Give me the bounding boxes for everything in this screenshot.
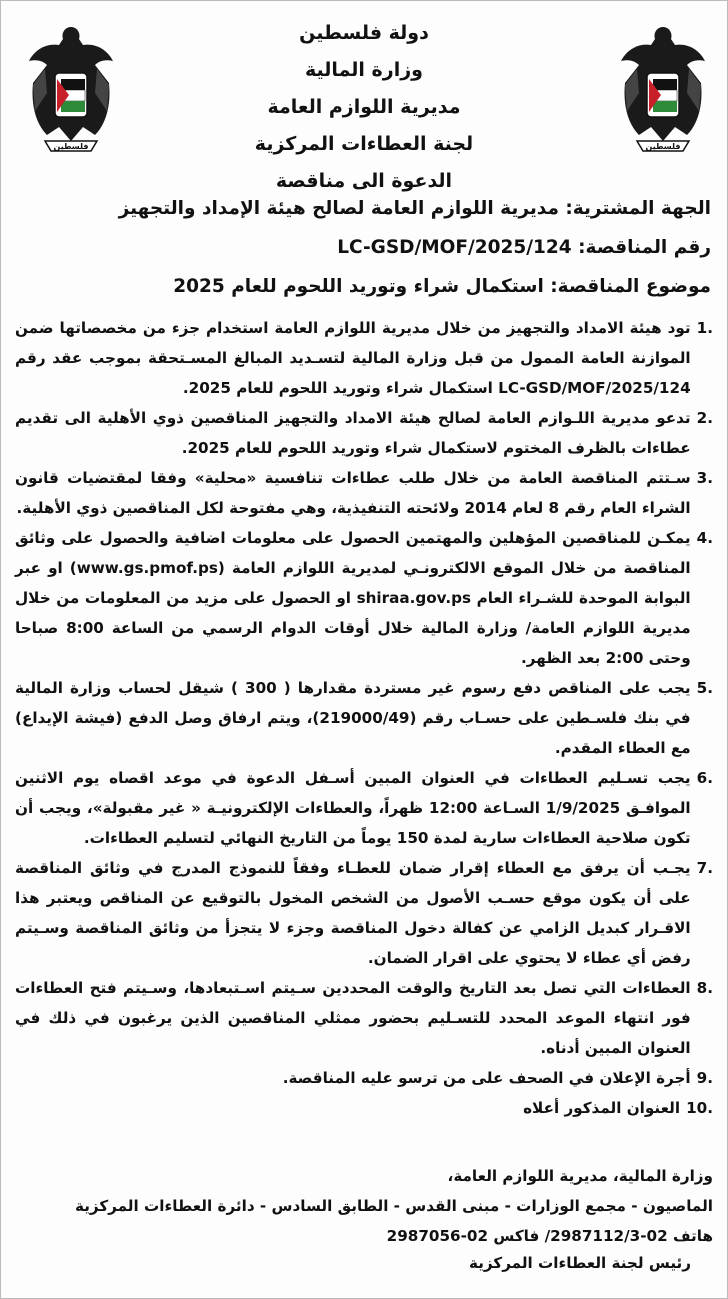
list-item — [15, 313, 713, 403]
address-line-ministry: وزارة المالية، مديرية اللوازم العامة، — [447, 1167, 713, 1185]
state-name: دولة فلسطين — [299, 22, 429, 44]
subject-line: موضوع المناقصة: استكمال شراء وتوريد اللحوم للعام 2025 — [173, 276, 711, 297]
item-number: .8 — [696, 979, 713, 997]
address-line-phone: هاتف 02-2987112/3/ فاكس 02-2987056 — [386, 1227, 713, 1245]
palestine-emblem-left — [25, 23, 117, 158]
address-block — [15, 1161, 713, 1251]
item-text: يجب تسـليم العطاءات في العنوان المبين أسـفل الدعوة في موعد اقصاه يوم الاثنين الموافـق 1/9/2025 السـاعة 12:00 ظهراً، والعطاءات الإلكترونيـة « غير مقبولة»، ويجب أن تكون صلاحية العطاءات سارية لمدة 150 يوماً من التاريخ النهائي لتسليم العطاءات. — [15, 769, 691, 847]
emblem-label: فلسطين — [53, 142, 89, 151]
address-line-location: الماصيون - مجمع الوزارات - مبنى القدس - الطابق السادس - دائرة العطاءات المركزية — [74, 1197, 713, 1215]
tender-terms-list — [15, 313, 713, 1123]
signature-line — [15, 1254, 713, 1272]
item-number: .4 — [696, 529, 713, 547]
item-text: تدعو مديرية اللـوازم العامة لصالح هيئة الامداد والتجهيز المناقصين ذوي الأهلية الى تقديم عطاءات بالظرف المختوم لاستكمال شراء وتوريد اللحوم للعام 2025. — [15, 409, 691, 457]
signature-title: رئيس لجنة العطاءات المركزية — [469, 1254, 691, 1272]
item-text: سـتتم المناقصة العامة من خلال طلب عطاءات تنافسية «محلية» وفقا لمقتضيات قانون الشراء العام رقم 8 لعام 2014 ولائحته التنفيذية، وهي مفتوحة لكل المناقصين ذوي الأهلية. — [15, 469, 691, 517]
buyer-line: الجهة المشترية: مديرية اللوازم العامة لصالح هيئة الإمداد والتجهيز — [118, 198, 711, 219]
list-item — [15, 673, 713, 763]
item-number: .1 — [696, 319, 713, 337]
committee-name: لجنة العطاءات المركزية — [254, 133, 474, 155]
list-item — [15, 523, 713, 673]
document-header — [151, 15, 577, 200]
emblem-label: فلسطين — [645, 142, 681, 151]
list-item — [15, 403, 713, 463]
item-text: تود هيئة الامداد والتجهيز من خلال مديرية اللوازم العامة استخدام جزء من مخصصاتها ضمن الموازنة العامة الممول من قبل وزارة المالية لتسـديد المبالغ المسـتحقة بموجب عقد رقم LC-GSD/MOF/2025/124 استكمال شراء وتوريد اللحوم للعام 2025. — [15, 319, 691, 397]
list-item — [15, 463, 713, 523]
item-number: .10 — [686, 1099, 713, 1117]
tender-number-line — [15, 237, 711, 258]
list-item — [15, 763, 713, 853]
document-title: الدعوة الى مناقصة — [275, 170, 453, 192]
tender-number: LC-GSD/MOF/2025/124 — [337, 237, 572, 258]
directorate-name: مديرية اللوازم العامة — [267, 96, 461, 118]
item-text: العطاءات التي تصل بعد التاريخ والوقت المحددين سـيتم اسـتبعادها، وسـيتم فتح العطاءات فور انتهاء الموعد المحدد للتسـليم بحضور ممثلي المناقصين الذين يرغبون في ذلك في العنوان المبين أدناه. — [15, 979, 691, 1057]
list-item — [15, 1063, 713, 1093]
ministry-name: وزارة المالية — [305, 59, 423, 81]
item-number: .3 — [696, 469, 713, 487]
item-text: العنوان المذكور أعلاه — [523, 1099, 681, 1117]
list-item — [15, 973, 713, 1063]
tender-number-label: رقم المناقصة: — [578, 237, 711, 258]
palestine-emblem-right — [617, 23, 709, 158]
item-text: يمكـن للمناقصين المؤهلين والمهتمين الحصول على معلومات اضافية والحصول على وثائق المناقصة من خلال الموقع الالكترونـي لمديرية اللوازم العامة (www.gs.pmof.ps) او عبر البوابة الموحدة للشـراء العام shiraa.gov.ps او الحصول على مزيد من المعلومات من خلال مديرية اللوازم العامة/ وزارة المالية خلال أوقات الدوام الرسمي من الساعة 8:00 صباحا وحتى 2:00 بعد الظهر. — [15, 529, 691, 667]
list-item — [15, 853, 713, 973]
item-number: .9 — [696, 1069, 713, 1087]
item-text: يجب على المناقص دفع رسوم غير مستردة مقدارها ( 300 ) شيقل لحساب وزارة المالية في بنك فلسـطين على حسـاب رقم (219000/49)، ويتم ارفاق وصل الدفع (فيشة الإيداع) مع العطاء المقدم. — [15, 679, 691, 757]
item-number: .7 — [696, 859, 713, 877]
list-item — [15, 1093, 713, 1123]
item-number: .2 — [696, 409, 713, 427]
item-number: .5 — [696, 679, 713, 697]
item-text: أجرة الإعلان في الصحف على من ترسو عليه المناقصة. — [282, 1069, 691, 1087]
item-text: يجـب أن يرفق مع العطاء إقرار ضمان للعطـاء وفقاً للنموذج المدرج في وثائق المناقصة على أن يكون موقع حسـب الأصول من الشخص المخول بالتوقيع عن المناقص ويعتبر هذا الاقـرار كبديل الزامي عن كفالة دخول المناقصة وجزء لا يتجزأ من وثائق المناقصة وسـيتم رفض أي عطاء لا يحتوي على اقرار الضمان. — [15, 859, 691, 967]
item-number: .6 — [696, 769, 713, 787]
